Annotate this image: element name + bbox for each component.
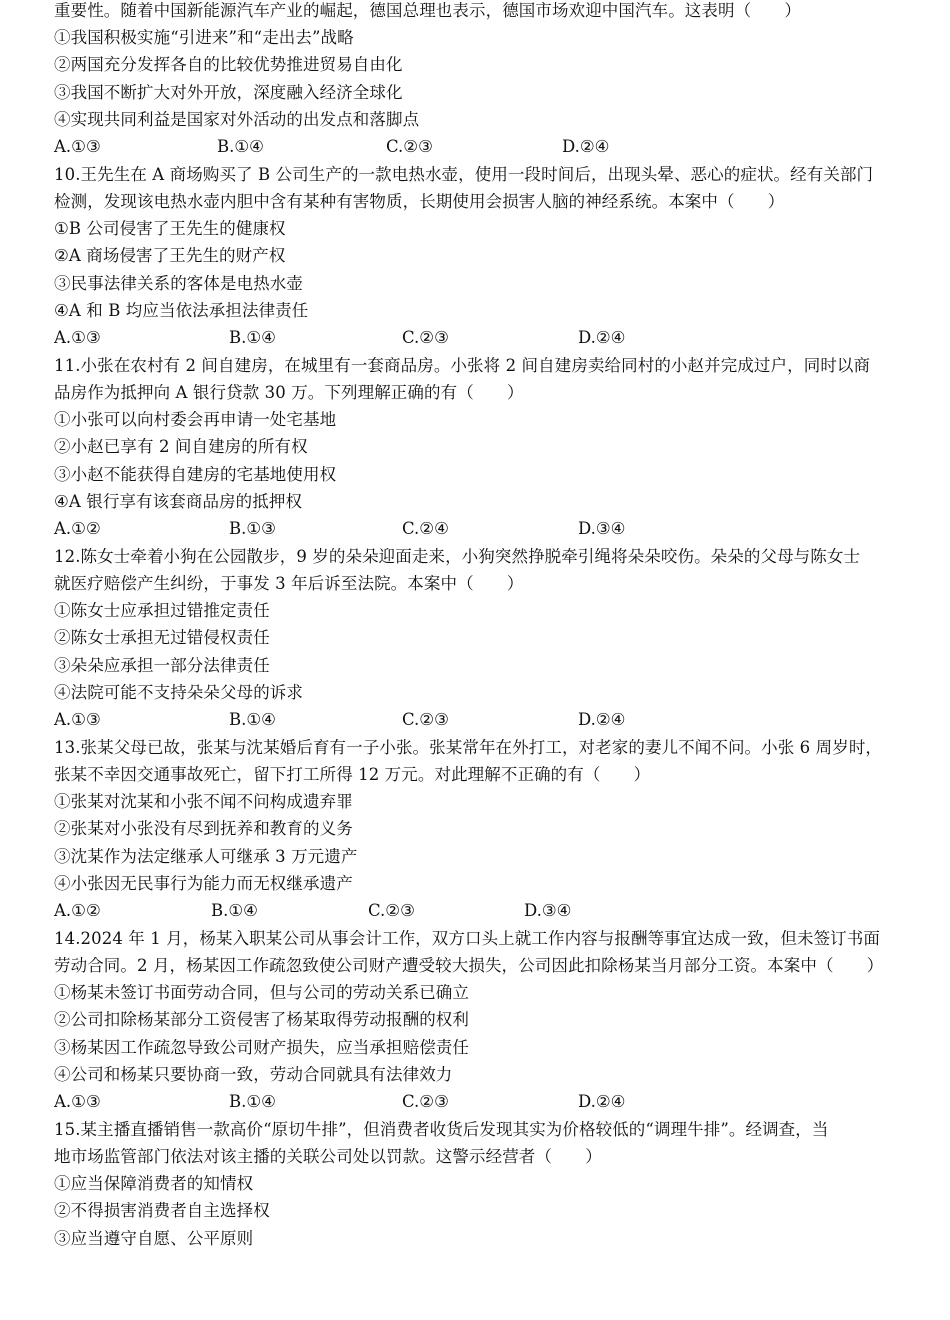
option-a: A.①③ — [54, 328, 101, 347]
question-14-statement-2: ②公司扣除杨某部分工资侵害了杨某取得劳动报酬的权利 — [54, 1010, 469, 1029]
question-14-statement-1: ①杨某未签订书面劳动合同，但与公司的劳动关系已确立 — [54, 983, 469, 1002]
question-10-stem-line-1: 10.王先生在 A 商场购买了 B 公司生产的一款电热水壶，使用一段时间后，出现头晕、恶心的症状。经有关部门 — [54, 165, 874, 184]
option-d: D.③④ — [578, 519, 626, 538]
question-14-options — [54, 1088, 914, 1115]
question-15-statement-1: ①应当保障消费者的知情权 — [54, 1174, 254, 1193]
option-a: A.①③ — [54, 1092, 101, 1111]
option-d: D.③④ — [524, 901, 572, 920]
question-10-statement-1: ①B 公司侵害了王先生的健康权 — [54, 219, 286, 238]
option-b: B.①③ — [229, 519, 276, 538]
question-13-stem-line-1: 13.张某父母已故，张某与沈某婚后育有一子小张。张某常年在外打工，对老家的妻儿不闻不问。小张 6 周岁时， — [54, 738, 883, 757]
question-14-statement-3: ③杨某因工作疏忽导致公司财产损失，应当承担赔偿责任 — [54, 1038, 469, 1057]
question-15-statement-2: ②不得损害消费者自主选择权 — [54, 1201, 270, 1220]
option-c: C.②④ — [402, 519, 449, 538]
question-9-statement-3: ③我国不断扩大对外开放，深度融入经济全球化 — [54, 83, 403, 102]
option-a: A.①③ — [54, 137, 101, 156]
question-11-statement-1: ①小张可以向村委会再申请一处宅基地 — [54, 410, 337, 429]
option-a: A.①③ — [54, 710, 101, 729]
option-c: C.②③ — [402, 328, 449, 347]
question-13-statement-3: ③沈某作为法定继承人可继承 3 万元遗产 — [54, 847, 358, 866]
question-11-statement-4: ④A 银行享有该套商品房的抵押权 — [54, 492, 303, 511]
option-b: B.①④ — [229, 1092, 276, 1111]
question-12-options — [54, 706, 914, 733]
option-d: D.②④ — [562, 137, 610, 156]
question-10-statement-4: ④A 和 B 均应当依法承担法律责任 — [54, 301, 309, 320]
question-9-statement-2: ②两国充分发挥各自的比较优势推进贸易自由化 — [54, 55, 403, 74]
question-15-stem-line-2: 地市场监管部门依法对该主播的关联公司处以罚款。这警示经营者（ ） — [54, 1147, 602, 1166]
option-d: D.②④ — [578, 328, 626, 347]
question-11-options — [54, 515, 914, 542]
question-9-stem-line: 重要性。随着中国新能源汽车产业的崛起，德国总理也表示，德国市场欢迎中国汽车。这表明（ ） — [54, 1, 801, 20]
question-12-statement-4: ④法院可能不支持朵朵父母的诉求 — [54, 683, 303, 702]
question-10-stem-line-2: 检测，发现该电热水壶内胆中含有某种有害物质，长期使用会损害人脑的神经系统。本案中（ ） — [54, 192, 785, 211]
option-b: B.①④ — [229, 328, 276, 347]
question-12-stem-line-2: 就医疗赔偿产生纠纷，于事发 3 年后诉至法院。本案中（ ） — [54, 574, 524, 593]
question-14-stem-line-1: 14.2024 年 1 月，杨某入职某公司从事会计工作，双方口头上就工作内容与报酬等事宜达成一致，但未签订书面 — [54, 929, 880, 948]
question-12-statement-1: ①陈女士应承担过错推定责任 — [54, 601, 270, 620]
question-10-statement-2: ②A 商场侵害了王先生的财产权 — [54, 246, 286, 265]
question-13-stem-line-2: 张某不幸因交通事故死亡，留下打工所得 12 万元。对此理解不正确的有（ ） — [54, 765, 651, 784]
question-13-statement-4: ④小张因无民事行为能力而无权继承遗产 — [54, 874, 353, 893]
option-b: B.①④ — [211, 901, 258, 920]
question-12-statement-3: ③朵朵应承担一部分法律责任 — [54, 656, 270, 675]
option-d: D.②④ — [578, 710, 626, 729]
question-14-statement-4: ④公司和杨某只要协商一致，劳动合同就具有法律效力 — [54, 1065, 453, 1084]
question-9-statement-1: ①我国积极实施“引进来”和“走出去”战略 — [54, 28, 354, 47]
question-10-options — [54, 324, 914, 351]
option-b: B.①④ — [229, 710, 276, 729]
question-12-stem-line-1: 12.陈女士牵着小狗在公园散步，9 岁的朵朵迎面走来，小狗突然挣脱牵引绳将朵朵咬伤。朵朵的父母与陈女士 — [54, 547, 861, 566]
question-13-statement-2: ②张某对小张没有尽到抚养和教育的义务 — [54, 819, 353, 838]
question-13-options — [54, 897, 914, 924]
option-d: D.②④ — [578, 1092, 626, 1111]
question-11-statement-3: ③小赵不能获得自建房的宅基地使用权 — [54, 465, 337, 484]
question-11-stem-line-2: 品房作为抵押向 A 银行贷款 30 万。下列理解正确的有（ ） — [54, 383, 524, 402]
option-c: C.②③ — [386, 137, 433, 156]
question-13-statement-1: ①张某对沈某和小张不闻不问构成遗弃罪 — [54, 792, 353, 811]
question-10-statement-3: ③民事法律关系的客体是电热水壶 — [54, 274, 303, 293]
option-b: B.①④ — [217, 137, 264, 156]
question-9-options — [54, 133, 914, 160]
option-c: C.②③ — [368, 901, 415, 920]
question-12-statement-2: ②陈女士承担无过错侵权责任 — [54, 628, 270, 647]
option-a: A.①② — [54, 901, 101, 920]
question-9-statement-4: ④实现共同利益是国家对外活动的出发点和落脚点 — [54, 110, 420, 129]
option-c: C.②③ — [402, 710, 449, 729]
question-15-stem-line-1: 15.某主播直播销售一款高价“原切牛排”，但消费者收货后发现其实为价格较低的“调理牛排”。经调查，当 — [54, 1120, 829, 1139]
question-11-statement-2: ②小赵已享有 2 间自建房的所有权 — [54, 437, 308, 456]
question-15-statement-3: ③应当遵守自愿、公平原则 — [54, 1229, 254, 1248]
question-14-stem-line-2: 劳动合同。2 月，杨某因工作疏忽致使公司财产遭受较大损失，公司因此扣除杨某当月部分工资。本案中（ ） — [54, 956, 884, 975]
question-11-stem-line-1: 11.小张在农村有 2 间自建房，在城里有一套商品房。小张将 2 间自建房卖给同村的小赵并完成过户，同时以商 — [54, 356, 871, 375]
option-a: A.①② — [54, 519, 101, 538]
option-c: C.②③ — [402, 1092, 449, 1111]
